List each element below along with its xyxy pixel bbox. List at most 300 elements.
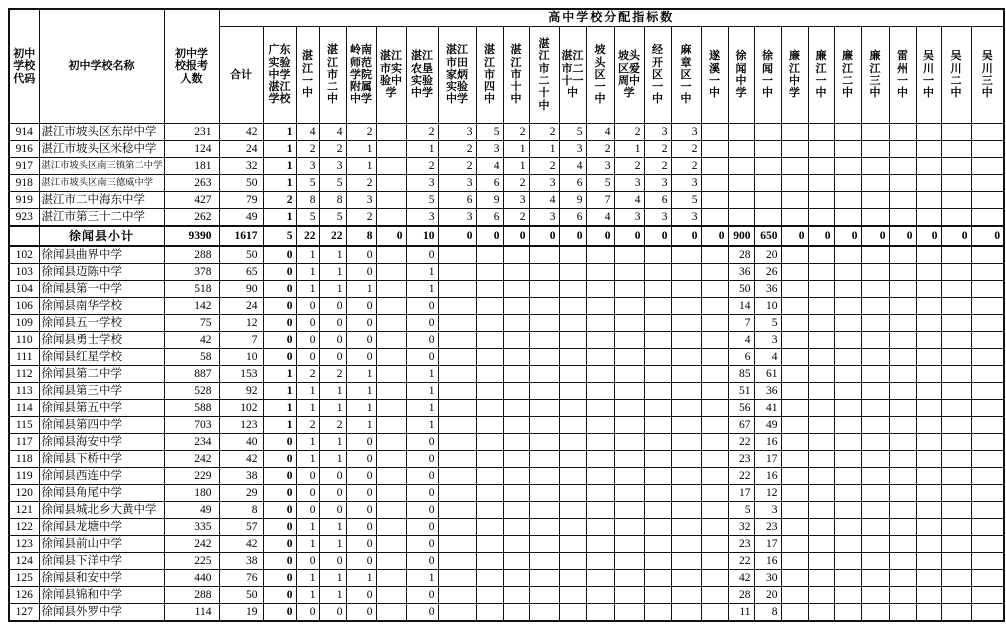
cell-quota	[808, 485, 834, 502]
cell-quota: 16	[754, 434, 781, 451]
cell-quota	[476, 315, 503, 332]
column-header-highschool	[614, 27, 644, 124]
cell-quota	[559, 468, 586, 485]
cell-quota	[808, 141, 834, 158]
cell-quota	[916, 124, 941, 141]
cell-quota	[861, 519, 889, 536]
cell-quota	[614, 587, 644, 604]
cell-quota: 1	[263, 417, 296, 434]
cell-quota: 3	[586, 158, 614, 175]
cell-quota	[438, 332, 476, 349]
cell-quota: 0	[319, 315, 346, 332]
cell-quota	[438, 587, 476, 604]
cell-quota	[781, 349, 808, 366]
column-header-highschool-label: 廉江中学	[789, 50, 800, 100]
cell-quota	[834, 570, 861, 587]
cell-quota	[781, 417, 808, 434]
cell-quota	[834, 417, 861, 434]
cell-quota: 26	[754, 264, 781, 281]
cell-quota	[376, 209, 406, 227]
cell-quota: 12	[754, 485, 781, 502]
cell-school-code: 111	[9, 349, 39, 366]
cell-quota: 0	[406, 536, 438, 553]
cell-quota	[503, 485, 529, 502]
cell-applicants: 225	[164, 553, 219, 570]
cell-quota	[808, 536, 834, 553]
cell-quota: 0	[319, 468, 346, 485]
cell-quota	[889, 141, 916, 158]
cell-quota	[861, 502, 889, 519]
cell-quota: 1	[406, 400, 438, 417]
cell-quota	[808, 124, 834, 141]
cell-school-code: 119	[9, 468, 39, 485]
cell-quota	[644, 332, 671, 349]
cell-quota	[701, 468, 728, 485]
cell-quota: 0	[263, 485, 296, 502]
cell-quota	[701, 587, 728, 604]
cell-quota: 1	[346, 383, 376, 400]
cell-quota: 2	[503, 209, 529, 227]
table-row	[9, 400, 1004, 417]
cell-quota: 5	[296, 175, 319, 192]
table-row	[9, 417, 1004, 434]
cell-quota	[889, 417, 916, 434]
cell-quota	[781, 366, 808, 383]
cell-quota	[701, 349, 728, 366]
cell-quota: 2	[586, 141, 614, 158]
cell-total-quota: 90	[219, 281, 263, 298]
cell-quota	[644, 434, 671, 451]
cell-school-name: 湛江市坡头区米稔中学	[39, 141, 164, 158]
cell-quota	[376, 553, 406, 570]
cell-total-quota: 50	[219, 246, 263, 264]
cell-quota	[503, 349, 529, 366]
cell-quota	[971, 536, 1004, 553]
cell-quota: 67	[728, 417, 754, 434]
column-header-highschool-label: 湛江市实验中学	[380, 50, 402, 100]
cell-quota	[586, 468, 614, 485]
column-header-highschool	[503, 27, 529, 124]
cell-school-name: 徐闻县迈陈中学	[39, 264, 164, 281]
cell-quota	[808, 281, 834, 298]
cell-applicants: 427	[164, 192, 219, 209]
column-header-highschool	[971, 27, 1004, 124]
cell-quota	[476, 553, 503, 570]
cell-quota: 3	[438, 175, 476, 192]
cell-quota: 5	[559, 124, 586, 141]
cell-quota	[808, 209, 834, 227]
cell-quota	[971, 124, 1004, 141]
cell-quota: 1	[346, 141, 376, 158]
cell-quota	[808, 451, 834, 468]
cell-quota	[941, 192, 971, 209]
cell-quota	[834, 175, 861, 192]
cell-quota: 1	[263, 175, 296, 192]
header-row-1	[9, 9, 1004, 27]
cell-quota	[916, 141, 941, 158]
cell-quota	[671, 502, 701, 519]
column-header-highschool	[476, 27, 503, 124]
cell-quota	[941, 175, 971, 192]
cell-quota	[671, 485, 701, 502]
cell-quota: 2	[671, 158, 701, 175]
cell-quota: 3	[438, 209, 476, 227]
cell-quota	[971, 485, 1004, 502]
cell-quota	[916, 468, 941, 485]
table-row	[9, 332, 1004, 349]
cell-quota	[889, 298, 916, 315]
cell-school-name: 湛江市坡头区东岸中学	[39, 124, 164, 141]
cell-quota: 0	[263, 332, 296, 349]
cell-quota: 1	[319, 400, 346, 417]
cell-quota	[586, 519, 614, 536]
cell-quota: 1	[296, 281, 319, 298]
cell-quota	[529, 349, 559, 366]
table-row	[9, 315, 1004, 332]
column-header-highschool-label: 坡头区爱周中学	[618, 50, 640, 100]
cell-quota: 17	[754, 536, 781, 553]
cell-quota	[614, 502, 644, 519]
cell-total-quota: 50	[219, 587, 263, 604]
cell-quota	[376, 587, 406, 604]
cell-quota: 0	[319, 502, 346, 519]
cell-quota	[529, 332, 559, 349]
cell-quota: 3	[319, 158, 346, 175]
cell-quota	[671, 281, 701, 298]
cell-school-name: 湛江市坡头区南三镇第二中学	[39, 158, 164, 175]
cell-quota: 6	[476, 209, 503, 227]
column-header-highschool-label: 麻章区一中	[680, 44, 692, 106]
cell-quota	[376, 315, 406, 332]
cell-quota: 0	[701, 226, 728, 246]
cell-total-quota: 42	[219, 124, 263, 141]
cell-quota	[808, 417, 834, 434]
cell-quota	[476, 383, 503, 400]
cell-quota: 0	[263, 468, 296, 485]
cell-quota: 3	[614, 209, 644, 227]
cell-quota: 0	[263, 536, 296, 553]
cell-quota	[614, 570, 644, 587]
cell-quota: 0	[376, 226, 406, 246]
cell-quota	[671, 264, 701, 281]
cell-quota: 0	[406, 604, 438, 622]
cell-school-name: 徐闻县外罗中学	[39, 604, 164, 622]
cell-quota	[559, 383, 586, 400]
cell-quota: 0	[406, 553, 438, 570]
cell-quota	[614, 536, 644, 553]
column-header-highschool	[781, 27, 808, 124]
cell-quota	[781, 209, 808, 227]
cell-quota	[808, 366, 834, 383]
cell-quota	[861, 553, 889, 570]
cell-quota	[834, 349, 861, 366]
cell-quota	[781, 587, 808, 604]
cell-quota: 1	[346, 400, 376, 417]
cell-quota	[889, 366, 916, 383]
cell-quota: 1	[319, 587, 346, 604]
cell-applicants: 229	[164, 468, 219, 485]
cell-quota	[614, 400, 644, 417]
cell-school-name: 徐闻县小计	[39, 226, 164, 246]
cell-quota	[889, 124, 916, 141]
cell-quota	[916, 417, 941, 434]
cell-quota	[559, 315, 586, 332]
cell-quota: 20	[754, 587, 781, 604]
cell-total-quota: 102	[219, 400, 263, 417]
cell-quota	[916, 451, 941, 468]
cell-applicants: 142	[164, 298, 219, 315]
cell-quota: 16	[754, 468, 781, 485]
cell-quota	[614, 434, 644, 451]
cell-quota	[834, 468, 861, 485]
cell-quota	[376, 124, 406, 141]
cell-total-quota: 49	[219, 209, 263, 227]
cell-total-quota: 10	[219, 349, 263, 366]
cell-quota	[376, 158, 406, 175]
column-header-highschool-label: 湛江一中	[302, 50, 313, 100]
cell-quota: 0	[406, 246, 438, 264]
cell-total-quota: 42	[219, 536, 263, 553]
cell-quota: 0	[263, 434, 296, 451]
cell-quota	[808, 519, 834, 536]
cell-quota: 2	[614, 124, 644, 141]
cell-quota	[781, 141, 808, 158]
cell-quota	[701, 502, 728, 519]
cell-quota	[529, 417, 559, 434]
cell-quota	[529, 502, 559, 519]
column-header-highschool-label: 岭南师范学院附属中学	[350, 44, 372, 106]
cell-quota	[971, 158, 1004, 175]
cell-quota	[671, 451, 701, 468]
cell-quota: 11	[728, 604, 754, 622]
cell-quota	[808, 604, 834, 622]
cell-quota	[376, 485, 406, 502]
cell-quota	[559, 366, 586, 383]
cell-quota	[916, 192, 941, 209]
cell-quota: 0	[346, 264, 376, 281]
cell-quota	[503, 502, 529, 519]
column-header-highschool-label: 吴川三中	[981, 50, 993, 100]
cell-quota	[941, 298, 971, 315]
cell-quota	[438, 400, 476, 417]
cell-quota	[781, 468, 808, 485]
cell-school-code: 916	[9, 141, 39, 158]
cell-quota	[559, 519, 586, 536]
cell-quota	[781, 502, 808, 519]
cell-quota: 0	[941, 226, 971, 246]
cell-applicants: 242	[164, 451, 219, 468]
cell-quota	[644, 536, 671, 553]
cell-quota: 22	[728, 434, 754, 451]
cell-quota	[559, 536, 586, 553]
cell-quota	[559, 570, 586, 587]
cell-quota	[781, 264, 808, 281]
cell-quota: 0	[916, 226, 941, 246]
cell-quota: 0	[263, 553, 296, 570]
table-row	[9, 553, 1004, 570]
cell-quota	[586, 366, 614, 383]
table-row	[9, 383, 1004, 400]
cell-quota: 1	[319, 570, 346, 587]
cell-school-code: 113	[9, 383, 39, 400]
cell-quota	[889, 158, 916, 175]
cell-quota: 2	[529, 158, 559, 175]
cell-quota: 23	[754, 519, 781, 536]
cell-quota	[941, 315, 971, 332]
table-row	[9, 246, 1004, 264]
quota-table	[8, 8, 1005, 622]
cell-quota	[834, 536, 861, 553]
cell-quota	[671, 298, 701, 315]
cell-quota	[916, 298, 941, 315]
cell-quota	[476, 451, 503, 468]
cell-quota	[941, 502, 971, 519]
cell-quota: 0	[406, 315, 438, 332]
cell-quota	[476, 502, 503, 519]
cell-quota	[614, 366, 644, 383]
cell-quota: 2	[503, 124, 529, 141]
cell-quota: 1	[346, 281, 376, 298]
cell-quota: 3	[644, 209, 671, 227]
cell-quota: 1	[263, 158, 296, 175]
column-header-highschool-label: 湛江市二中	[327, 44, 338, 106]
table-row	[9, 175, 1004, 192]
cell-quota	[971, 298, 1004, 315]
cell-quota	[808, 298, 834, 315]
cell-quota	[503, 332, 529, 349]
cell-quota	[781, 536, 808, 553]
column-header-highschool-label: 湛江农垦实验中学	[411, 50, 433, 100]
cell-quota	[834, 502, 861, 519]
cell-quota	[503, 519, 529, 536]
cell-quota	[808, 570, 834, 587]
cell-quota: 9	[559, 192, 586, 209]
cell-quota	[941, 383, 971, 400]
cell-quota: 0	[346, 587, 376, 604]
cell-total-quota: 79	[219, 192, 263, 209]
cell-quota: 10	[754, 298, 781, 315]
cell-quota	[614, 485, 644, 502]
cell-quota	[971, 434, 1004, 451]
table-row	[9, 502, 1004, 519]
cell-quota	[861, 349, 889, 366]
column-header-highschool	[296, 27, 319, 124]
cell-quota	[889, 175, 916, 192]
table-row	[9, 209, 1004, 227]
cell-quota: 0	[406, 485, 438, 502]
cell-quota	[861, 434, 889, 451]
cell-quota	[671, 468, 701, 485]
cell-school-code: 112	[9, 366, 39, 383]
cell-quota	[644, 281, 671, 298]
cell-quota: 0	[263, 519, 296, 536]
cell-quota: 1	[296, 400, 319, 417]
cell-quota: 0	[889, 226, 916, 246]
cell-school-code: 923	[9, 209, 39, 227]
cell-quota	[701, 604, 728, 622]
column-header-highschool	[319, 27, 346, 124]
column-header-school-code-label: 初中学校代码	[13, 48, 36, 85]
cell-quota	[941, 349, 971, 366]
cell-quota	[586, 587, 614, 604]
cell-school-code: 103	[9, 264, 39, 281]
cell-quota	[586, 434, 614, 451]
cell-quota	[754, 209, 781, 227]
cell-quota: 0	[319, 553, 346, 570]
cell-quota	[586, 570, 614, 587]
cell-quota	[834, 519, 861, 536]
cell-quota: 5	[296, 209, 319, 227]
cell-quota	[503, 264, 529, 281]
cell-quota: 14	[728, 298, 754, 315]
cell-quota	[941, 400, 971, 417]
cell-quota: 4	[296, 124, 319, 141]
cell-quota	[644, 417, 671, 434]
cell-quota	[916, 434, 941, 451]
cell-quota	[941, 434, 971, 451]
cell-quota	[529, 366, 559, 383]
cell-total-quota: 40	[219, 434, 263, 451]
cell-quota	[941, 451, 971, 468]
cell-quota	[808, 502, 834, 519]
cell-quota: 5	[754, 315, 781, 332]
cell-quota: 3	[296, 158, 319, 175]
cell-total-quota: 24	[219, 298, 263, 315]
cell-quota	[941, 604, 971, 622]
cell-quota: 36	[728, 264, 754, 281]
cell-quota: 0	[346, 298, 376, 315]
cell-applicants: 262	[164, 209, 219, 227]
cell-quota	[701, 332, 728, 349]
cell-quota	[476, 264, 503, 281]
cell-quota	[559, 451, 586, 468]
column-header-applicants-label: 初中学校报考人数	[175, 48, 208, 85]
cell-quota	[781, 175, 808, 192]
cell-quota	[941, 332, 971, 349]
cell-quota: 0	[296, 298, 319, 315]
cell-total-quota: 38	[219, 468, 263, 485]
cell-quota	[529, 519, 559, 536]
cell-quota	[889, 485, 916, 502]
cell-quota: 36	[754, 383, 781, 400]
cell-quota	[586, 332, 614, 349]
cell-quota	[476, 434, 503, 451]
column-header-highschool-label: 湛江市四中	[484, 44, 495, 106]
cell-quota: 17	[728, 485, 754, 502]
cell-quota: 1	[263, 383, 296, 400]
cell-total-quota: 8	[219, 502, 263, 519]
cell-quota: 0	[438, 226, 476, 246]
cell-quota	[503, 553, 529, 570]
column-header-highschool	[671, 27, 701, 124]
cell-quota	[559, 264, 586, 281]
table-row	[9, 366, 1004, 383]
cell-quota: 1	[296, 434, 319, 451]
cell-quota	[834, 281, 861, 298]
cell-quota	[614, 298, 644, 315]
cell-quota	[503, 451, 529, 468]
cell-quota	[701, 209, 728, 227]
cell-quota	[476, 570, 503, 587]
cell-quota	[941, 209, 971, 227]
cell-quota: 42	[728, 570, 754, 587]
cell-applicants: 231	[164, 124, 219, 141]
column-header-school-name: 初中学校名称	[39, 9, 164, 124]
cell-quota	[529, 281, 559, 298]
cell-quota	[861, 158, 889, 175]
cell-total-quota: 29	[219, 485, 263, 502]
cell-quota	[916, 315, 941, 332]
